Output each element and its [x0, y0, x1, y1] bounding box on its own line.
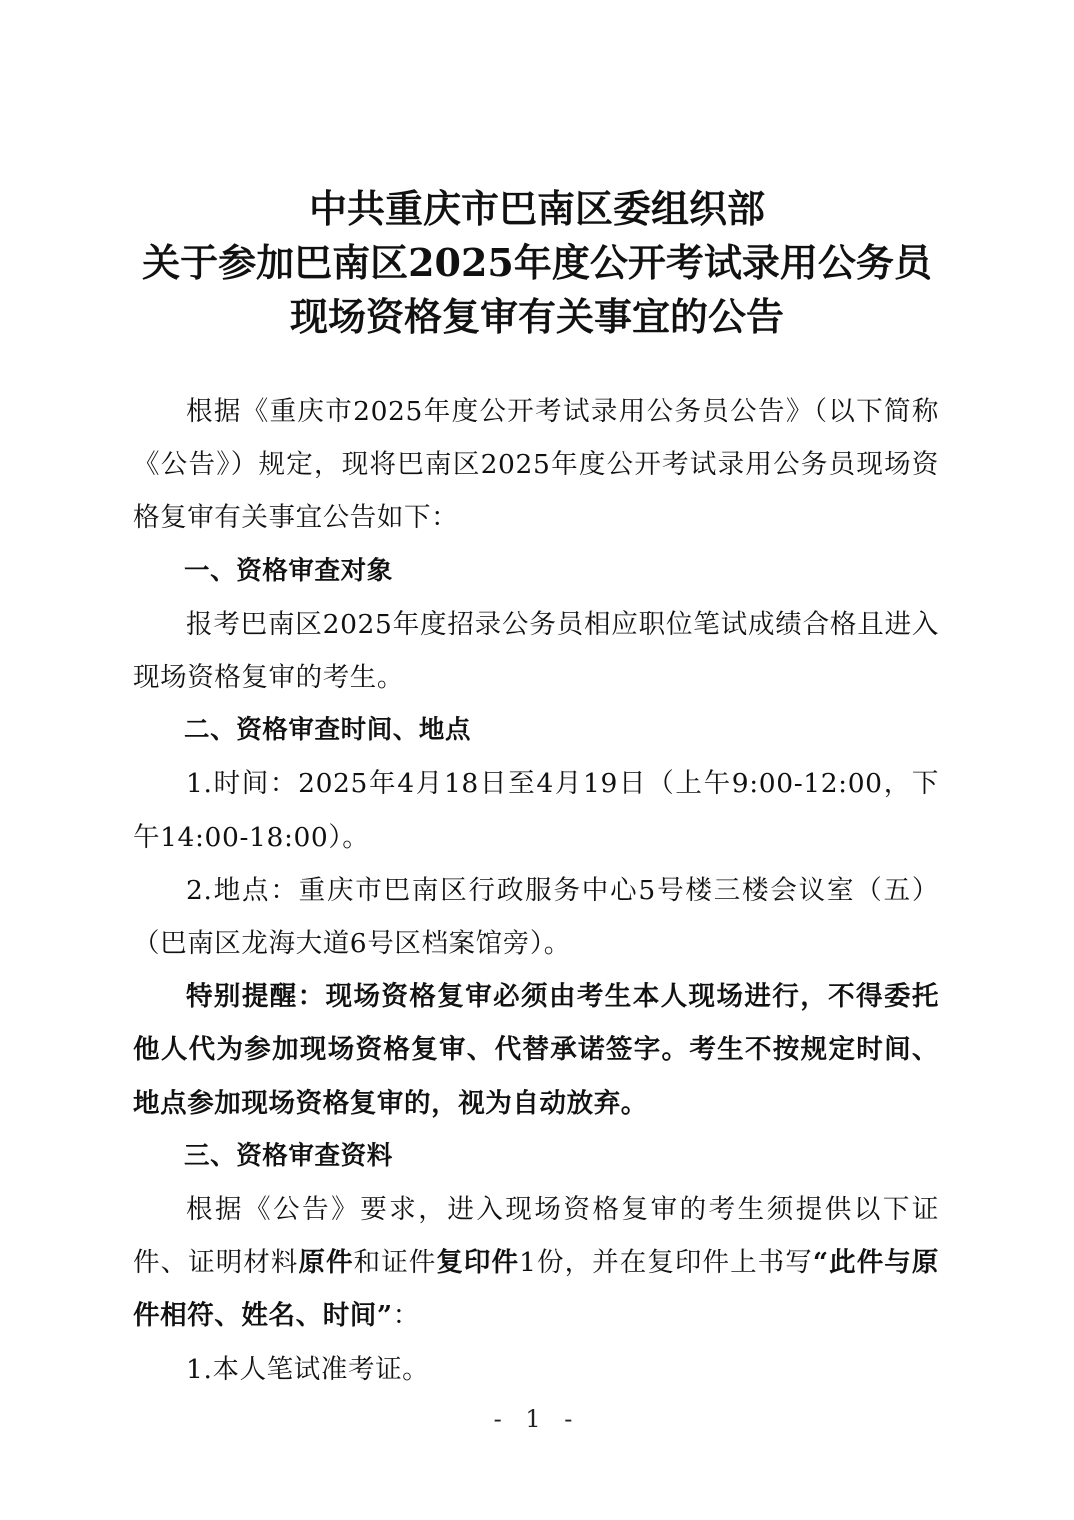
section-2-place: 2.地点：重庆市巴南区行政服务中心5号楼三楼会议室（五）（巴南区龙海大道6号区档案馆旁）。 — [133, 874, 939, 960]
section-3-item-1: 1.本人笔试准考证。 — [186, 1353, 430, 1385]
title-line-1: 中共重庆市巴南区委组织部 — [308, 186, 765, 231]
section-1-text: 报考巴南区2025年度招录公务员相应职位笔试成绩合格且进入现场资格复审的考生。 — [133, 608, 939, 694]
announcement-body — [133, 385, 939, 1396]
section-3-heading: 三、资格审查资料 — [184, 1140, 393, 1171]
section-3-intro — [133, 1183, 939, 1343]
title-line-2: 关于参加巴南区2025年度公开考试录用公务员 — [142, 240, 932, 285]
section-3-intro-a: 根据《公告》要求，进入现场资格复审的考生须提供以下证件、证明材料 — [133, 1194, 939, 1279]
section-3-intro-d: 1份，并在复印件上书写 — [519, 1247, 813, 1279]
copy-note-emphasis: “此件与原件相符、姓名、时间” — [133, 1247, 939, 1332]
section-3-intro-c: 和证件 — [353, 1247, 437, 1279]
intro-paragraph: 根据《重庆市2025年度公开考试录用公务员公告》（以下简称《公告》）规定，现将巴南区2025年度公开考试录用公务员现场资格复审有关事宜公告如下： — [133, 396, 939, 534]
page-number: - 1 - — [493, 1405, 581, 1433]
originals-emphasis: 原件 — [298, 1247, 354, 1279]
special-reminder: 特别提醒：现场资格复审必须由考生本人现场进行，不得委托他人代为参加现场资格复审、代替承诺签字。考生不按规定时间、地点参加现场资格复审的，视为自动放弃。 — [133, 981, 939, 1119]
section-3-intro-e: ： — [392, 1300, 420, 1332]
section-2-time: 1.时间：2025年4月18日至4月19日（上午9:00-12:00，下午14:00-18:00）。 — [133, 768, 939, 853]
section-1-heading: 一、资格审查对象 — [184, 555, 393, 586]
announcement-title — [120, 182, 954, 344]
title-line-3: 现场资格复审有关事宜的公告 — [289, 294, 784, 339]
copies-emphasis: 复印件 — [436, 1247, 520, 1279]
section-2-heading: 二、资格审查时间、地点 — [184, 715, 472, 746]
